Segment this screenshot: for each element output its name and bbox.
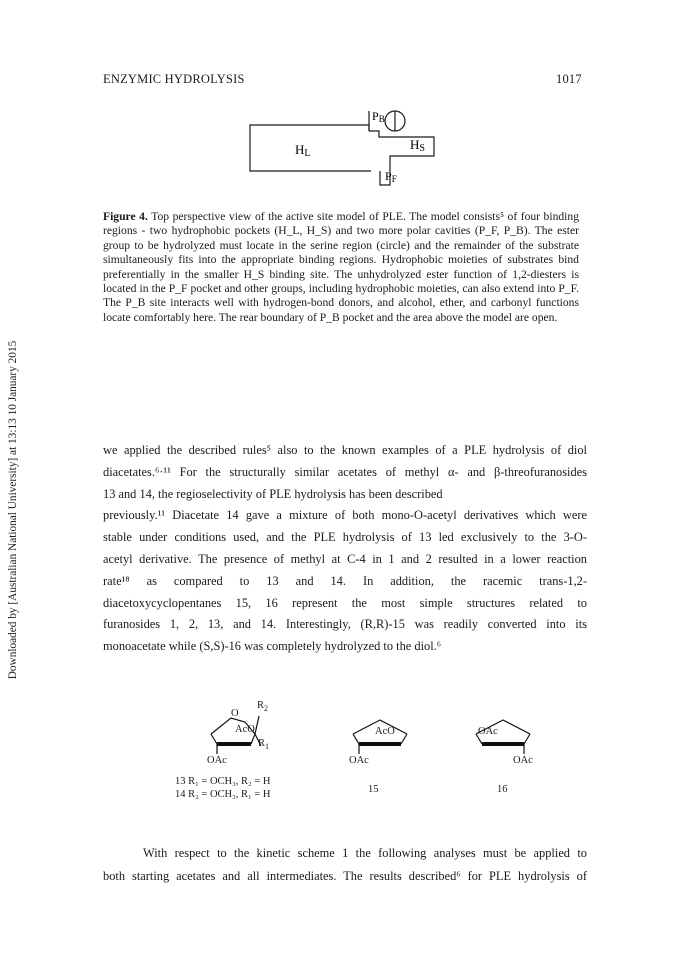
oac-label: OAc — [207, 755, 227, 766]
body-line: With respect to the kinetic scheme 1 the following analyses must be applied to — [143, 846, 587, 860]
body-line: acetyl derivative. The presence of methyl at C-4 in 1 and 2 resulted in a lower reaction — [103, 551, 587, 566]
caption-title: Figure 4. — [103, 210, 148, 223]
download-watermark — [6, 300, 20, 720]
active-site-model-diagram — [245, 103, 460, 198]
caption-line: (P_F, P_B). The ester group to be hydrolyzed must locate in the serine region (circle) and — [103, 224, 579, 252]
r2-label: $R_2$ — [257, 700, 269, 714]
aco-label: AcO — [235, 724, 255, 735]
caption-line: Hydrophobic moieties of substrates bind preferentially in the smaller H_S binding site. — [103, 253, 579, 281]
caption-line: the remainder of the substrate simultaneously fits into the appropriate binding regions. — [103, 238, 579, 267]
caption-line: groups, including hydrophobic moieties, can also extend into P_F. The P_B site interacts — [103, 282, 579, 310]
body-paragraph — [103, 440, 587, 658]
bottom-paragraph — [103, 842, 587, 888]
body-line: monoacetate while (S,S)-16 was completely hydrolyzed to the diol.⁶ — [103, 639, 442, 654]
figure-caption — [103, 210, 579, 325]
caption-line: open. — [531, 310, 558, 324]
aco-label: AcO — [375, 726, 395, 737]
download-watermark-text: Downloaded by [Australian National University] at 13:13 10 January 2015 — [7, 340, 19, 680]
running-head: ENZYMIC HYDROLYSIS — [103, 72, 245, 86]
r1-label: $R_1$ — [258, 738, 270, 752]
compound-14-legend: 14 R₂ = OCH₃, R₁ = H — [175, 789, 271, 800]
pf-label: PF — [385, 169, 397, 184]
body-line: previously.¹¹ Diacetate 14 gave a mixture of both mono-O-acetyl derivatives which were — [103, 508, 587, 523]
body-line: both starting acetates and all intermediates. The results described⁶ for PLE hydrolysis of — [103, 869, 587, 883]
body-line: 13 and 14, the regioselectivity of PLE hydrolysis has been described — [103, 486, 443, 501]
structure-13-14 — [175, 700, 273, 800]
caption-line: Top perspective view of the active site model of PLE. The model consists⁵ of — [151, 210, 518, 223]
ring-bold-edge — [217, 742, 251, 746]
hl-label: HL — [295, 142, 311, 159]
body-line: diacetates.⁶·¹¹ For the structurally similar acetates of methyl α- and β-threofuranosides — [103, 464, 587, 479]
body-line: rate¹⁸ as compared to 13 and 14. In addition, the racemic trans-1,2- — [103, 573, 587, 588]
compound-13-legend: 13 R₁ = OCH₃, R₂ = H — [175, 776, 271, 787]
ring-oxygen-label: O — [231, 708, 239, 719]
body-line: furanosides 1, 2, 13, and 14. Interestingly, (R,R)-15 was readily converted into its — [103, 617, 587, 632]
body-line: we applied the described rules⁵ also to the known examples of a PLE hydrolysis of diol — [103, 443, 587, 457]
body-line: diacetoxycyclopentanes 15, 16 represent the most simple structures related to — [103, 595, 587, 610]
structure-16 — [470, 704, 540, 795]
oac-label: OAc — [349, 755, 369, 766]
caption-line: The unhydrolyzed ester function of 1,2-diesters is located in the P_F pocket and other — [103, 267, 579, 296]
oac-label: OAc — [513, 755, 533, 766]
caption-line: four binding regions - two hydrophobic pockets (H_L, H_S) and two more polar cavities — [103, 210, 579, 238]
caption-line: well with hydrogen-bond donors, and alcohol, ether, and carbonyl functions locate — [103, 296, 579, 324]
ring-bold-edge — [482, 742, 524, 746]
caption-line: comfortably here. The rear boundary of P_B pocket and the area above the model are — [133, 310, 530, 324]
compound-15-label: 15 — [368, 784, 379, 795]
model-outline — [250, 111, 434, 185]
oac-top-label: OAc — [478, 726, 498, 737]
structure-15 — [345, 704, 415, 795]
hs-label: HS — [410, 137, 425, 154]
body-line: stable under conditions used, and the PLE hydrolysis of 13 led exclusively to the 3-O- — [103, 530, 587, 545]
pb-label: PB — [372, 109, 385, 124]
ring-bold-edge — [359, 742, 401, 746]
page-number: 1017 — [556, 72, 582, 86]
compound-16-label: 16 — [497, 784, 508, 795]
